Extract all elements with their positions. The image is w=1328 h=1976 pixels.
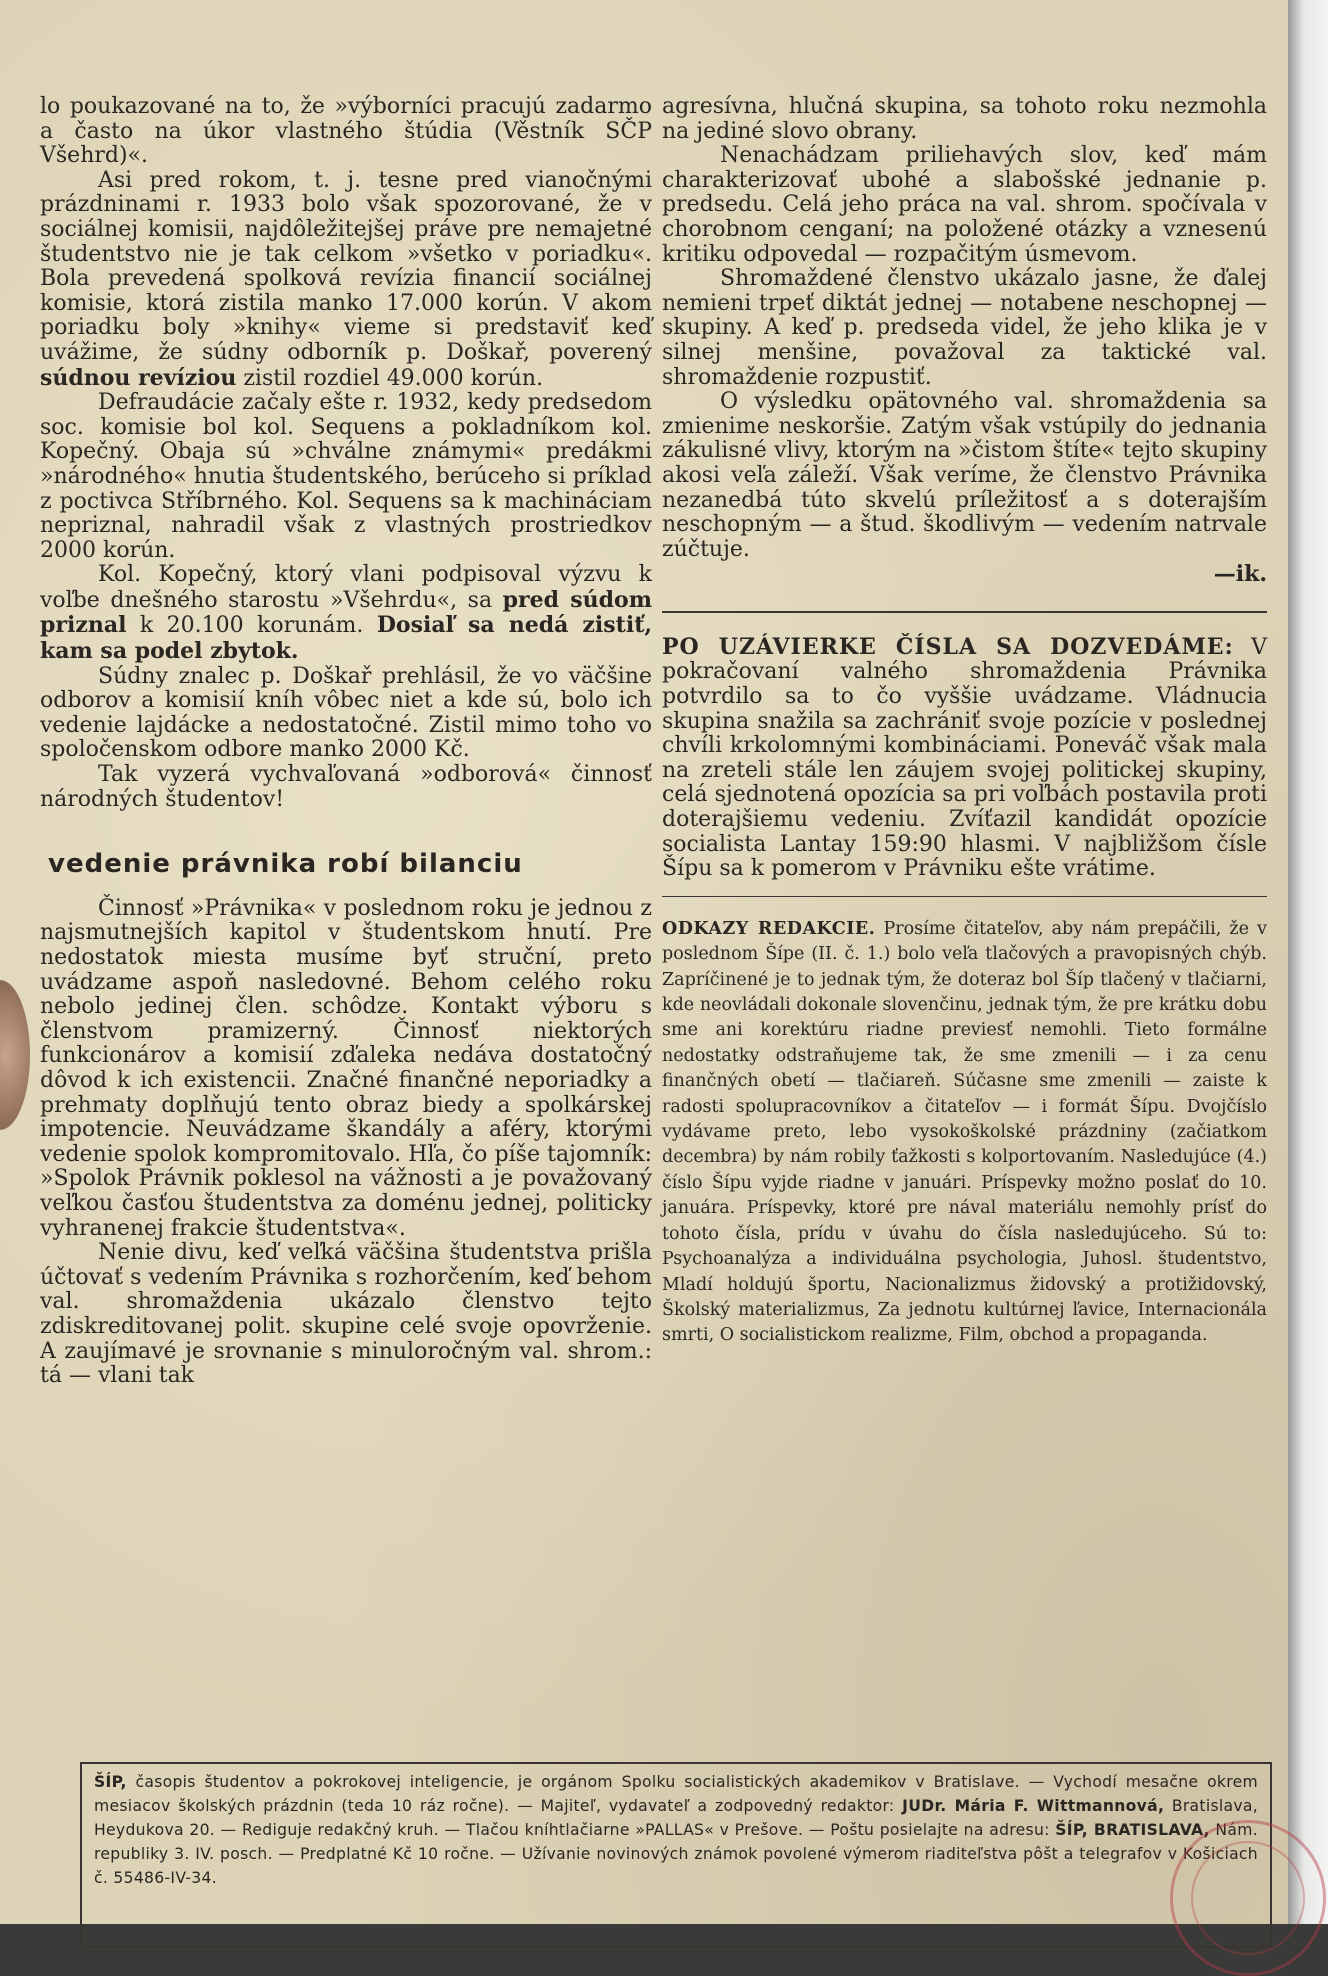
editorial-note bbox=[662, 917, 1267, 1349]
left-paragraph: Činnosť »Právnika« v poslednom roku je jednou z najsmutnejších kapitol v študentskom hnutí. Pre nedostatok miesta musíme byť struční, preto uvádzame aspoň nasledovné. Behom celého roku nebolo jedinej člen. schôdze. Kontakt výboru s členstvom pramizerný. Činnosť niektorých funkcionárov a komisií zďaleka nedáva dostatočný dôvod k ich existencii. Značné finančné neporiadky a prehmaty doplňujú tento obraz biedy a spolkárskej impotencie. Neuvádzame škandály a aféry, ktorými vedenie spolok kompromitovalo. Hľa, čo píše tajomník: »Spolok Právnik poklesol na vážnosti a je považovaný veľkou časťou študentstva za doménu jednej, politicky vyhranenej frakcie študentstva«. bbox=[40, 895, 652, 1241]
left-paragraph bbox=[40, 169, 652, 391]
imprint-text: Nám. republiky 3. IV. posch. — Predplatné Kč 10 ročne. — Užívanie novinových známok povolené výmerom riaditeľstva pôšt a telegrafov v Košiciach č. 55486-IV-34. bbox=[94, 1821, 1258, 1887]
editorial-note-heading: ODKAZY REDAKCIE. bbox=[662, 918, 876, 939]
library-stamp bbox=[1170, 1820, 1326, 1976]
right-column bbox=[662, 95, 1267, 1349]
left-paragraph: Súdny znalec p. Doškař prehlásil, že vo väčšine odborov a komisií kníh vôbec niet a kde sú, bolo ich vedenie lajdácke a nedostatočné. Zistil mimo toho vo spoločenskom odbore manko 2000 Kč. bbox=[40, 663, 652, 763]
imprint-title: ŠÍP, bbox=[94, 1773, 127, 1791]
left-paragraph-bold: pred súdom priznal bbox=[40, 586, 652, 639]
left-paragraph bbox=[40, 563, 652, 664]
library-stamp-inner bbox=[1191, 1841, 1305, 1955]
right-paragraph: Nenachádzam priliehavých slov, keď mám charakterizovať ubohé a slabošské jednanie p. predsedu. Celá jeho práca na val. shrom. spočívala v chorobnom cenganí; na položené otázky a vznesenú kritiku odpovedal — rozpačitým úsmevom. bbox=[662, 143, 1267, 267]
editorial-note-text: Prosíme čitateľov, aby nám prepáčili, že v poslednom Šípe (II. č. 1.) bolo veľa tlačových a pravopisných chýb. Zapríčinené je to jednak tým, že doteraz bol Šíp tlačený v tlačiarni, kde neovládali dokonale slovenčinu, jednak tým, že pre krátku dobu sme ani korektúru riadne previesť nemohli. Tieto formálne nedostatky odstraňujeme tak, že sme zmenili — i za cenu finančných obetí — tlačiareň. Súčasne sme zmenili — zaiste k radosti spolupracovníkov a čitateľov — i formát Šípu. Dvojčíslo vydávame preto, lebo vysokoškolské prázdniny (začiatkom decembra) by nám robily ťažkosti s kolportovaním. Nasledujúce (4.) číslo Šípu vyjde riadne v januári. Príspevky možno poslať do 10. januára. Príspevky, ktoré pre nával materiálu nemohly prísť do tohoto čísla, prídu v úvahu do čísla nasledujúceho. Sú to: Psychoanalýza a individuálna psychologia, Juhosl. študentstvo, Mladí holdujú športu, Nacionalizmus židovský a protižidovský, Školský materializmus, Za jednotu kultúrnej ľavice, Internacionála smrti, O socialistickom realizme, Film, obchod a propaganda. bbox=[662, 918, 1267, 1346]
late-news-heading: PO UZÁVIERKE ČÍSLA SA DOZVEDÁME: bbox=[662, 633, 1234, 660]
late-news-paragraph bbox=[662, 635, 1267, 882]
left-paragraph-text: Kol. Kopečný, ktorý vlani podpisoval výzvu k voľbe dnešného starostu »Všehrdu«, sa bbox=[40, 562, 652, 613]
left-column bbox=[40, 95, 652, 1389]
left-paragraph: Tak vyzerá vychvaľovaná »odborová« činnosť národných študentov! bbox=[40, 762, 652, 812]
imprint-address: ŠÍP, BRATISLAVA, bbox=[1055, 1821, 1210, 1839]
divider bbox=[662, 611, 1267, 613]
left-paragraph-text: k 20.100 korunám. bbox=[139, 613, 364, 639]
imprint bbox=[80, 1762, 1272, 1948]
left-paragraph: lo poukazované na to, že »výborníci pracujú zadarmo a často na úkor vlastného štúdia (Věstník SČP Všehrd)«. bbox=[40, 94, 652, 169]
right-paragraph: Shromaždené členstvo ukázalo jasne, že ďalej nemieni trpeť diktát jednej — notabene neschopnej — skupiny. A keď p. predseda videl, že jeho klika je v silnej menšine, považoval za taktické val. shromaždenie rozpustiť. bbox=[662, 266, 1267, 390]
left-paragraph-text: zistil rozdiel 49.000 korún. bbox=[243, 365, 544, 391]
background-edge bbox=[1288, 0, 1328, 1924]
thumb-shadow bbox=[0, 980, 30, 1130]
author-signature: —ik. bbox=[1213, 561, 1267, 588]
imprint-text: Bratislava, Heydukova 20. — Rediguje redakčný kruh. — Tlačou kníhtlačiarne »PALLAS« v Prešove. — Poštu posielajte na adresu: bbox=[94, 1797, 1259, 1839]
late-news-text: V pokračovaní valného shromaždenia Právnika potvrdilo sa to čo vyššie uvádzame. Vládnucia skupina snažila sa zachrániť svoje pozície v poslednej chvíli krkolomnými kombináciami. Poneváč však mala na zreteli stále len záujem svojej politickej skupiny, celá sjednotená opozícia sa pri voľbách postavila proti doterajšiemu vedeniu. Zvíťazil kandidát opozície socialista Lantay 159:90 hlasmi. V najbližšom čísle Šípu sa k pomerom v Právniku ešte vrátime. bbox=[662, 634, 1267, 882]
right-paragraph: agresívna, hlučná skupina, sa tohoto roku nezmohla na jediné slovo obrany. bbox=[662, 94, 1267, 144]
left-paragraph-bold: Dosiaľ sa nedá zistiť, kam sa podel zbytok. bbox=[40, 612, 653, 665]
left-paragraph: Nenie divu, keď veľká väčšina študentstva prišla účtovať s vedením Právnika s rozhorčením, keď behom val. shromaždenia ukázalo členstvo tejto zdiskreditovanej polit. skupine celé svoje opovrženie. A zaujímavé je srovnanie s minuloročným val. shrom.: tá — vlani tak bbox=[40, 1240, 652, 1389]
left-paragraph: Defraudácie začaly ešte r. 1932, kedy predsedom soc. komisie bol kol. Sequens a pokladníkom kol. Kopečný. Obaja sú »chválne známymi« predákmi »národného« hnutia študentského, berúceho si príklad z poctivca Stříbrného. Kol. Sequens sa k machináciam nepriznal, nahradil však z vlastných prostriedkov 2000 korún. bbox=[40, 390, 652, 563]
imprint-text: časopis študentov a pokrokovej inteligencie, je orgánom Spolku socialistických akademikov v Bratislave. — Vychodí mesačne okrem mesiacov školských prázdnin (teda 10 ráz ročne). — Majiteľ, vydavateľ a zodpovedný redaktor: bbox=[94, 1773, 1258, 1815]
left-paragraph-bold: súdnou revíziou bbox=[40, 364, 237, 391]
left-paragraph-text: Asi pred rokom, t. j. tesne pred vianočnými prázdninami r. 1933 bolo však spozorované, že v sociálnej komisii, najdôležitejšej práve pre nemajetné študentstvo nie je tak celkom »všetko v poriadku«. Bola prevedená spolková revízia financií sociálnej komisie, ktorá zistila manko 17.000 korún. V akom poriadku boly »knihy« vieme si predstaviť keď uvážime, že súdny odborník p. Doškař, poverený bbox=[40, 167, 652, 365]
section-heading: vedenie právnika robí bilanciu bbox=[48, 849, 523, 880]
right-paragraph: O výsledku opätovného val. shromaždenia sa zmienime neskoršie. Zatým však vstúpily do jednania zákulisné vlivy, ktorým na »čistom štíte« tejto skupiny akosi veľa záleží. Však veríme, že členstvo Právnika nezanedbá túto skvelú príležitosť a s doterajším neschopným — a štud. škodlivým — vedením natrvale zúčtuje. bbox=[662, 389, 1267, 562]
divider bbox=[662, 896, 1267, 897]
imprint-editor: JUDr. Mária F. Wittmannová, bbox=[902, 1797, 1165, 1815]
